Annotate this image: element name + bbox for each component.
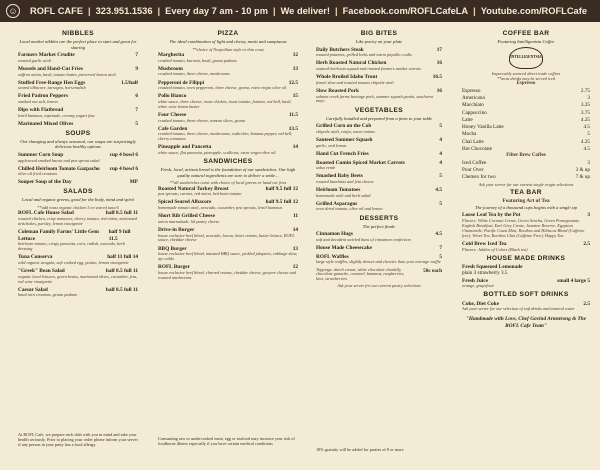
item-price: 5 (439, 200, 442, 207)
item-price: 5 (439, 123, 442, 130)
header-bar (0, 0, 600, 22)
item-row (316, 151, 442, 158)
item-price: 7 (135, 107, 138, 114)
section-sub: Local market nibbles are the perfect place to start and great for sharing (19, 39, 137, 50)
drink-name: Chai Latte (462, 138, 484, 145)
menu-item (316, 187, 442, 199)
menu-list (158, 186, 298, 281)
price-row (462, 102, 590, 109)
item-name: Farmers Market Crudite (18, 52, 75, 59)
drink-price: 7 & up (575, 174, 590, 181)
drink-price: 5 (587, 131, 590, 138)
menu-item (18, 229, 138, 252)
lemonade-options: plain 3 strawberry 3.5 (462, 270, 508, 277)
item-name: Daily Butchers Steak (316, 46, 364, 53)
item-desc: hand torn croutons, grana padano (18, 292, 78, 298)
item-name: ROFL Burger (158, 264, 190, 271)
item-price: 16 (436, 60, 442, 67)
menu-list (18, 210, 138, 298)
item-price: 16.5 (432, 74, 442, 81)
drink-price: 3.75 (580, 109, 590, 116)
item-desc: saffron onion, basil, tomato butter, preserved lemon aioli (18, 71, 116, 77)
iced-note: **most drinks may be served iced (496, 76, 556, 82)
juice-name: Fresh Juice (462, 277, 488, 284)
menu-item (158, 93, 298, 109)
item-price: 12 (292, 264, 298, 271)
item-desc: house exclusive beef blend, mustard BBQ sauce, pickled jalapeno, cabbage slaw, ajo caldo (158, 251, 298, 262)
price-row (462, 124, 590, 131)
price-row (462, 139, 590, 146)
section-sub: The journey of a thousand cups begins with a single sip (474, 204, 578, 210)
price-row (462, 117, 590, 124)
juice-flavors: orange, grapefruit (462, 283, 494, 289)
item-desc: roasted potatoes, grilled leeks and warm piquillo coulis (316, 52, 412, 58)
filter-heading: Filter Brew Coffee (506, 153, 546, 159)
item-name: Fried Padron Peppers (18, 93, 68, 100)
drink-name: Hot Chocolate (462, 146, 493, 153)
item-price: 13.5 (288, 125, 298, 132)
drink-price: 4.5 (583, 146, 590, 153)
coffee-note: Impeccably sourced direct trade coffees (491, 70, 561, 76)
menu-item (316, 60, 442, 72)
item-desc: roasted hazelnuts and feta cheese (316, 178, 374, 184)
item-desc: large style waffles, slightly denser and chewier than your average waffle (316, 259, 441, 265)
item-desc: fennel slaw and roasted tomato chipotle aioli (316, 79, 394, 85)
menu-item (158, 227, 298, 243)
item-name: Roasted Natural Turkey Breast (158, 185, 229, 192)
menu-item (18, 93, 138, 105)
item-desc: seared albacore, tarragon, horseradish (18, 85, 86, 91)
juice-options: small 4 large 5 (557, 277, 590, 284)
item-name: Tuna Conserva (18, 254, 53, 261)
menu-list (316, 47, 442, 105)
item-desc: heirloom tomato, crispy pancetta, corn, radish, avocado, herb dressing (18, 241, 125, 252)
price-row (462, 160, 590, 167)
item-name: Cafe Garden (158, 125, 188, 132)
menu-item (18, 166, 138, 178)
menu-item (18, 210, 138, 226)
menu-item (18, 80, 138, 92)
item-name: Caesar Salad (18, 286, 48, 293)
item-name: Smashed Baby Beets (316, 173, 363, 180)
drink-name: Macchiato (462, 102, 484, 109)
pastry-note: Ask your server for our current pastry selections (337, 283, 421, 289)
section-title-tea-bar: TEA BAR (510, 188, 542, 196)
menu-item (158, 52, 298, 64)
item-name: Cinnamon Hugs (316, 231, 353, 238)
menu-item (316, 173, 442, 185)
item-price: 4 (439, 137, 442, 144)
item-name: Grilled Asparagus (316, 200, 358, 207)
menu-list (158, 52, 298, 156)
menu-item (158, 112, 298, 124)
item-desc: chipotle aioli, cotija, sweet onions (316, 128, 375, 134)
menu-list (316, 123, 442, 212)
section-title-big-bites: BIG BITES (360, 30, 398, 37)
menu-item (316, 254, 442, 266)
item-name: Coleman Family Farms' Little Gem Lettuce (18, 228, 99, 242)
drink-price: 3 & up (575, 166, 590, 173)
item-desc: homemade aioli and herb salad (316, 192, 371, 198)
menu-list (18, 152, 138, 186)
menu-list (18, 52, 138, 127)
item-price: 11.5 (289, 111, 298, 118)
item-desc: crushed tomato, three cheese, tomato slices, grana (158, 117, 246, 123)
drink-price: 4.25 (580, 138, 590, 145)
menu-item (18, 121, 138, 128)
menu-item (18, 107, 138, 119)
item-name: Roasted Cumin Spiced Market Carrots (316, 159, 405, 166)
delivery-text: We deliver! (280, 6, 331, 16)
menu-item (158, 199, 298, 211)
section-title-bottled: BOTTLED SOFT DRINKS (483, 291, 569, 299)
menu-item (18, 268, 138, 284)
item-price: cup 4 bowl 6 (109, 151, 138, 158)
drink-price: 3 (587, 95, 590, 101)
item-name: Short Rib Grilled Cheese (158, 213, 215, 220)
section-sub: The ideal combination of light and chewy, moist and sumptuous (169, 39, 287, 45)
toppings-text: Toppings: dutch cream, white chocolate chantilly, chocolate ganache, caramel, bananas, raspberries, kiwi, strawberries (316, 266, 405, 282)
filter-note: Ask your server for our current single origin selections (478, 181, 574, 187)
item-desc: salsa verde (316, 165, 336, 171)
item-price: half 8.5 full 11 (105, 210, 138, 217)
hours: Every day 7 am - 10 pm (165, 6, 268, 16)
drink-price: 4.25 (580, 116, 590, 123)
item-price: 13 (292, 245, 298, 252)
menu-item (316, 47, 442, 59)
toppings-price: 50c each (423, 267, 442, 274)
item-desc: salmon creek farms heritage pork, summer squash gratin, southwest mojo (316, 93, 434, 104)
menu-item (158, 126, 298, 142)
item-desc: house exclusive beef blend, charred onions, cheddar cheese, gruyere cheese and roasted mushrooms (158, 269, 296, 280)
section-sub: Local and organic greens, good for the body, mind and spirit (22, 197, 134, 203)
item-price: half 11 full 14 (107, 254, 138, 261)
item-price: 5 (439, 173, 442, 180)
item-price: 5 (439, 253, 442, 260)
espresso-heading: Espresso (516, 81, 536, 87)
drink-price: 3 (587, 159, 590, 166)
item-desc: wild organic arugula, soft cooked egg, potato, lemon vinaigrette (18, 259, 129, 265)
item-price: 7 (135, 52, 138, 59)
menu-item (316, 160, 442, 172)
item-desc: garlic, and lemon (316, 142, 347, 148)
item-name: Heirloom Tomatoes (316, 187, 361, 194)
item-name: Mushroom (158, 65, 183, 72)
item-name: House Made Cheesecake (316, 245, 372, 252)
item-name: Souper Soup of the Day (18, 179, 72, 186)
menu-item (316, 88, 442, 104)
item-price: 1.5/half (121, 79, 138, 86)
price-row (462, 146, 590, 153)
item-name: Stuffed Free-Range Hen Eggs (18, 79, 86, 86)
menu-item (18, 287, 138, 299)
price-row (462, 88, 590, 95)
item-name: Sauteed Summer Squash (316, 137, 373, 144)
item-name: Drive-in Burger (158, 226, 195, 233)
sandwich-note: **all sandwiches come with choice of local greens or hand cut fries (169, 180, 287, 186)
drink-name: Espresso (462, 87, 481, 94)
item-price: 9 (135, 65, 138, 72)
item-name: Slow Roasted Pork (316, 87, 359, 94)
column-1 (18, 28, 138, 300)
item-price: half 8.5 full 11 (105, 267, 138, 274)
item-desc: white sauce, three cheese, roast chicken, roast tomato, fontina, red bell, basil, white wine lemon butter (158, 98, 292, 109)
item-desc: Flavors: Jubilee of Colors (Black tea) (462, 246, 528, 252)
item-name: Whole Broiled Idaho Trout (316, 74, 378, 81)
divider: | (272, 6, 276, 16)
item-row (18, 179, 138, 186)
item-desc: lentil hummus, tapenade, creamy yogurt feta (18, 112, 95, 118)
item-price: 6 (135, 93, 138, 100)
section-title-nibbles: NIBBLES (62, 30, 94, 37)
pizza-note: **choice of Neapolitan style or thin crust (192, 46, 264, 52)
item-price: half 9.5 full 12 (265, 199, 298, 206)
section-title-vegetables: VEGETABLES (354, 106, 404, 114)
bottled-price: 2.5 (583, 300, 590, 307)
item-name: Pollo Bianco (158, 93, 187, 100)
item-price: 14 (292, 144, 298, 151)
menu-item (316, 201, 442, 213)
divider: | (335, 6, 338, 16)
menu-item (18, 254, 138, 266)
gratuity-note: 18% gratuity will be added for parties of 8 or more (316, 447, 404, 452)
menu-item (158, 246, 298, 262)
section-sub: Carefully handled and prepared from a farm to your table (325, 115, 433, 121)
menu-item (316, 151, 442, 158)
drink-price: 2.75 (580, 87, 590, 94)
section-sub: The perfect finale (362, 223, 396, 229)
menu-item (158, 144, 298, 156)
item-name: Pineapple and Pancetta (158, 144, 212, 151)
column-4 (462, 28, 590, 330)
phone-number[interactable]: 323.951.1536 (95, 6, 153, 16)
item-price: MP (129, 179, 138, 186)
item-name: Loose Leaf Tea by the Pot (462, 212, 521, 219)
drink-name: Honey Vanilla Latte (462, 124, 504, 131)
section-sub: Fresh, local, artisan bread is the foundation of our sandwiches. Our high quality natural ingredients are sure to deliver a smile... (160, 167, 296, 178)
drink-price: 3.25 (580, 102, 590, 109)
menu-item (462, 212, 590, 238)
price-row (462, 95, 590, 102)
divider: | (473, 6, 476, 16)
drink-name: Latte (462, 116, 473, 123)
item-price: 14 (292, 226, 298, 233)
item-price: 3 (587, 212, 590, 219)
item-name: Marinated Mixed Olives (18, 120, 74, 127)
section-title-salads: SALADS (63, 188, 93, 196)
item-desc: crushed tomato, burrata, basil, grana padano (158, 57, 237, 63)
menu-item (316, 123, 442, 135)
item-price: 4 (439, 150, 442, 157)
price-row (462, 174, 590, 181)
lemonade-name: Fresh Squeezed Lemonade (462, 263, 523, 270)
column-3 (316, 28, 442, 289)
price-row (462, 167, 590, 174)
bottled-items: Coke, Diet Coke (462, 300, 499, 307)
item-price: 4.5 (435, 231, 442, 238)
drink-name: Pour Over (462, 166, 484, 173)
menu-item (158, 264, 298, 280)
drink-name: Cappuccino (462, 109, 487, 116)
item-name: Herb Roasted Natural Chicken (316, 60, 387, 67)
item-price: 17 (436, 46, 442, 53)
menu-list (316, 231, 442, 265)
smiley-logo-icon: ☺ (6, 4, 20, 18)
item-name: Pepperoni de Filippi (158, 79, 205, 86)
item-desc: organic local lettuces, green beans, marinated olives, cucumber, feta, red wine vinaigrette (18, 273, 138, 284)
section-sub: Like poetry on your plate (355, 39, 403, 45)
youtube-link[interactable]: Youtube.com/ROFLCafe (480, 6, 587, 16)
divider: | (157, 6, 161, 16)
menu-item (18, 179, 138, 186)
section-title-house-drinks: HOUSE MADE DRINKS (486, 254, 566, 262)
drink-name: Iced Coffee (462, 159, 487, 166)
item-desc: soft and decadent swirled buns of cinnamon confection (316, 236, 411, 242)
item-row (18, 121, 138, 128)
item-desc: roasted garlic aioli (18, 57, 52, 63)
section-sub: Featuring Intelligentsia Coffee (497, 39, 555, 45)
item-desc: sauteed heirloom squash and roasted farmers market carrots (316, 66, 421, 72)
item-desc: house exclusive beef blend, avocado, bacon, heart onions, butter lettuce, ROFL sauce, cheddar cheese (158, 232, 295, 243)
menu-item (158, 66, 298, 78)
price-row (462, 131, 590, 138)
menu-item (316, 245, 442, 252)
item-price: 13 (292, 65, 298, 72)
menu-item (462, 241, 590, 253)
raw-food-warning: Consuming raw or undercooked meat, egg or seafood may increase your risk of foodborne illness especially if you have certain medical conditions (158, 436, 295, 447)
column-2 (158, 28, 298, 283)
item-price: 2.5 (583, 240, 590, 247)
section-title-coffee-bar: COFFEE BAR (502, 30, 550, 37)
item-desc: onion marmalade, hil pastry cheese (158, 218, 220, 224)
menu-item (158, 80, 298, 92)
item-price: 11 (292, 213, 298, 220)
item-desc: white sauce, flat pancetta, pineapple, scallions, extra virgin olive oil (158, 149, 276, 155)
drink-name: Americano (462, 95, 486, 101)
item-name: BBQ Burger (158, 245, 187, 252)
item-name: Mussels and Hand-Cut Fries (18, 65, 83, 72)
tea-featuring: Featuring Art of Tea (502, 198, 550, 205)
item-price: 16 (436, 87, 442, 94)
item-desc: homemade tomato aioli, avocado, cucumber, pea sprouts, lentil hummus (158, 205, 283, 211)
item-name: ROFL Cafe House Salad (18, 210, 74, 217)
lemonade-row (462, 264, 590, 271)
cafe-name: ROFL CAFE (30, 6, 84, 16)
item-name: Cold Brew Iced Tea (462, 240, 507, 247)
menu-item (158, 213, 298, 225)
divider: | (88, 6, 91, 16)
item-name: Spiced Seared Albacore (158, 199, 212, 206)
item-desc: crushed tomato, three cheese, mushrooms, radicchio, banana pepper, red bell, cherry tomatoes (158, 131, 293, 142)
menu-list (462, 212, 590, 252)
item-price: 12.5 (288, 79, 298, 86)
item-row (316, 245, 442, 252)
menu-item (316, 137, 442, 149)
section-title-pizza: PIZZA (217, 30, 239, 37)
section-title-soups: SOUPS (65, 129, 91, 137)
item-desc: pea sprouts, carrots, red onion, heirloom tomato (158, 191, 242, 197)
item-desc: crushed tomato, oven pepperoni, three cheese, grana, extra virgin olive oil (158, 85, 287, 91)
item-price: 5 (135, 120, 138, 127)
drink-name: Chemex for two (462, 174, 496, 181)
item-price: cup 4 bowl 6 (109, 165, 138, 172)
item-name: ROFL Waffles (316, 253, 349, 260)
drink-price: 4.5 (583, 124, 590, 131)
item-name: Four Cheese (158, 111, 187, 118)
item-price: 15 (292, 93, 298, 100)
item-price: half 9.5 full 12 (265, 185, 298, 192)
item-name: Grilled Corn on the Cob (316, 123, 372, 130)
item-price: half 9 full 11.5 (108, 228, 131, 242)
price-list (462, 160, 590, 181)
item-name: Summer Corn Soup (18, 151, 64, 158)
item-desc: smoked sea salt, lemon (18, 99, 58, 105)
signoff: "Handmade with Love, Chef Govind Armstrong & The ROFL Cafe Team" (465, 316, 587, 329)
toppings-line (316, 268, 442, 283)
item-name: "Greek" Bean Salad (18, 267, 65, 274)
bottled-note: Ask your server for our selection of soft drinks and mineral water (462, 306, 575, 312)
salad-note: **add roast organic chicken 5 or seared tuna 6 (37, 204, 119, 210)
item-desc: applewood smoked bacon and pea sprout salad (18, 157, 100, 163)
item-desc: crushed tomato, three cheese, mushrooms (158, 71, 230, 77)
item-price: 4 (439, 159, 442, 166)
menu-item (18, 66, 138, 78)
item-desc: olive oil fried croutons (18, 171, 58, 177)
drink-name: Mocha (462, 131, 477, 138)
facebook-link[interactable]: Facebook.com/ROFLCafeLA (342, 6, 469, 16)
price-list (462, 88, 590, 153)
item-price: 12 (292, 52, 298, 59)
intelligentsia-logo: INTELLIGENTSIA (509, 47, 543, 69)
item-price: 4.5 (435, 187, 442, 194)
menu-item (158, 186, 298, 198)
item-name: Margherita (158, 52, 185, 59)
item-price: 7 (439, 245, 442, 252)
menu-item (18, 52, 138, 64)
item-desc: oven dried tomato, olive oil and lemon (316, 206, 383, 212)
section-title-sandwiches: SANDWICHES (203, 158, 253, 166)
item-desc: Flavors: White Coconut Creme, Green Sencha, Green Pomegranate, English Breakfast, Earl Grey Creme, Jasmine Reserve, Egyptian Chamomile, Pacific Coast Mint, Rooibos and Hibiscus Blend (Caffeine free), Velvet Tea, Rooibos Chai (Caffeine Free), Happy Tea (462, 217, 585, 238)
item-desc: roasted chicken, crisp tomatoes, cherry tomato, red onion, marinated artichokes, parsley, lemon vinaigrette (18, 215, 138, 226)
item-name: Chilled Heirloom Tomato Gazpacho (18, 165, 100, 172)
menu-item (18, 152, 138, 164)
allergy-note: At ROFL Cafe, we prepare each dish with you in mind and take your health seriously. Prior to placing your order please inform your server if any person in your party has a food allergy. (18, 432, 138, 448)
section-sub: Our changing and always seasonal, our soups are surprisingly delicious healthy options (20, 138, 136, 150)
price-row (462, 110, 590, 117)
item-price: half 8.5 full 11 (105, 286, 138, 293)
menu-item (316, 231, 442, 243)
section-title-desserts: DESSERTS (359, 214, 399, 222)
menu-item (316, 74, 442, 86)
item-name: Hand Cut French Fries (316, 150, 369, 157)
item-name: Dips with Flatbread (18, 107, 64, 114)
